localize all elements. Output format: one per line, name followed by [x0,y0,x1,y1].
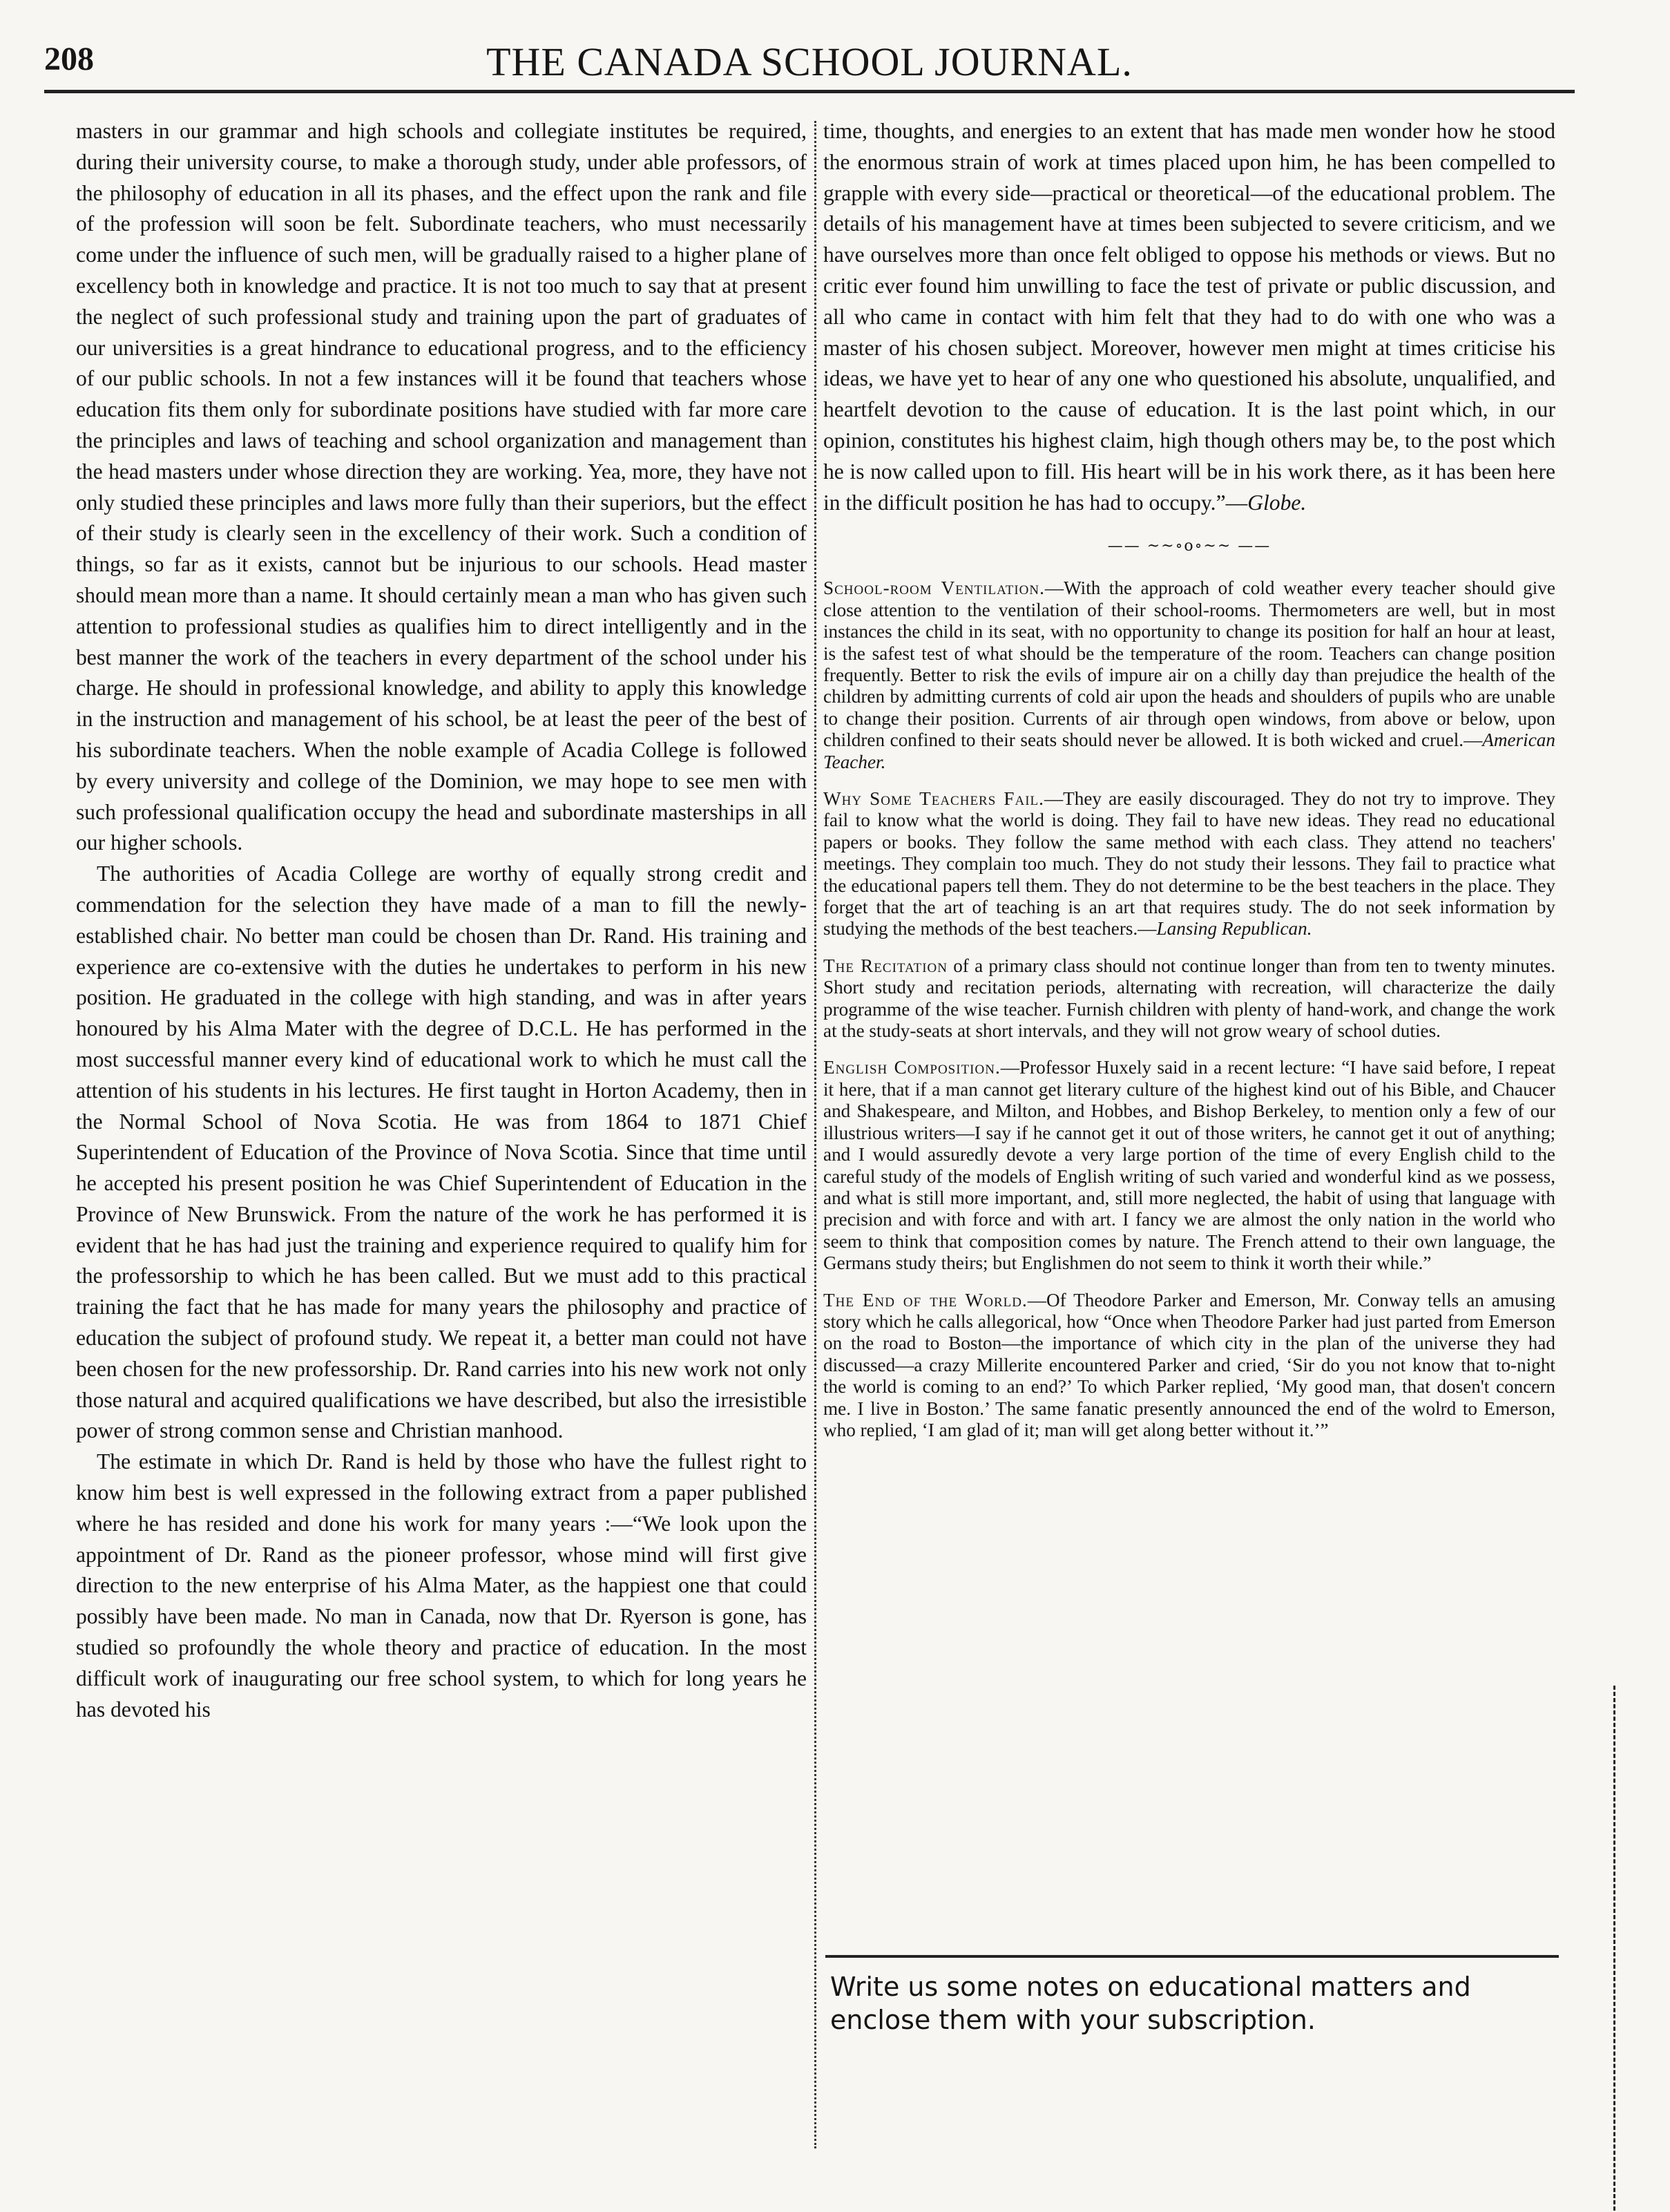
item-heading: The End of the World. [823,1289,1028,1310]
item-body: —Of Theodore Parker and Emerson, Mr. Conway tells an amusing story which he calls allegorical, how “Once when Theodore Parker had just parted from Emerson on the road to Boston—the importance of which city in the plan of the universe they had discussed—a crazy Millerite encountered Parker and cried, ‘Sir do you not know that to-night the world is coming to an end?’ To which Parker replied, ‘My good man, that dosen't concern me. I live in Boston.’ The same fanatic presently announced the end of the wolrd to Emerson, who replied, ‘I am glad of it; man will get along better without it.’” [823,1289,1555,1440]
page-number: 208 [44,41,94,77]
subscription-notice: Write us some notes on educational matters and enclose them with your subscription. [830,1972,1471,2035]
item-body: —Professor Huxely said in a recent lecture: “I have said before, I repeat it here, that if a man cannot get literary culture of the highest kind out of his Bible, and Chaucer and Shakespeare, and Milton, and Hobbes, and Bishop Berkeley, to mention only a few of our illustrious writers—I say if he cannot get it out of those writers, he cannot get it out of anything; and I would assuredly devote a very large portion of the time of every English child to the careful study of the models of English writing of such varied and wonderful kind as we possess, and what is still more important, and, still more neglected, the habit of using that language with precision and with force and with art. I fancy we are almost the only nation in the world who seem to think that composition comes by nature. The French attend to their own language, the Germans study theirs; but Englishmen do not seem to think it worth their while.” [823,1057,1555,1274]
item-heading: School-room Ventilation. [823,578,1045,599]
item-heading: The Recitation [823,955,948,976]
item-body: —They are easily discouraged. They do not try to improve. They fail to know what the world is doing. They fail to have new ideas. They read no educational papers or books. They follow the same method with each class. They attend no teachers' meetings. They complain too much. They do not study their lessons. They fail to practice what the educational papers tell them. They do not determine to be the best teachers in the place. They forget that the art of teaching is an art that requires study. The do not seek information by studying the methods of the best teachers.— [823,788,1555,940]
item-body: of a primary class should not continue longer than from ten to twenty minutes. Short study and recitation periods, alternating with recreation, will characterize the daily programme of the wise teacher. Furnish children with plenty of hand-work, and change the work at the study-seats at short intervals, and they will not grow weary of school duties. [823,955,1555,1042]
notice-divider [825,1955,1559,1958]
section-ornament: —— ~~∘o∘~~ —— [1107,537,1271,555]
item-end-of-the-world [823,1290,1555,1442]
left-paragraph-1: masters in our grammar and high schools and collegiate institutes be required, during their university course, to make a thorough study, under able professors, of the philosophy of education in all its phases, and the effect upon the rank and file of the profession will soon be felt. Subordinate teachers, who must necessarily come under the influence of such men, will be gradually raised to a higher plane of excellency both in knowledge and practice. It is not too much to say that at present the neglect of such professional study and training upon the part of graduates of our universities is a great hindrance to educational progress, and to the efficiency of our public schools. In not a few instances will it be found that teachers whose education fits them only for subordinate positions have studied with far more care the principles and laws of teaching and school organization and management than the head masters under whose direction they are working. Yea, more, they have not only studied these principles and laws more fully than their superiors, but the effect of their study is clearly seen in the excellency of their work. Such a condition of things, so far as it exists, cannot but be injurious to our schools. Head master should mean more than a name. It should certainly mean a man who has given such attention to professional studies as qualifies him to direct intelligently and in the best manner the work of the teachers in every department of the school under his charge. He should in professional knowledge, and ability to apply this knowledge in the instruction and management of his school, be at least the peer of the best of his subordinate teachers. When the noble example of Acadia College is followed by every university and college of the Dominion, we may hope to see men with such professional qualification occupy the head and subordinate masterships in all our higher schools. [76,119,807,855]
item-the-recitation [823,955,1555,1042]
continuation-paragraph [823,116,1555,518]
scan-edge-mark [1613,1686,1625,2211]
continuation-article [823,116,1555,518]
left-column [76,116,807,2119]
continuation-text: time, thoughts, and energies to an extent that has made men wonder how he stood the enormous strain of work at times placed upon him, he has been compelled to grapple with every side—practical or theoretical—of the educational problem. The details of his management have at times been subjected to severe criticism, and we have ourselves more than once felt obliged to oppose his methods or views. But no critic ever found him unwilling to face the test of private or public discussion, and all who came in contact with him felt that they had to do with one who was a master of his chosen subject. Moreover, however men might at times criticise his ideas, we have yet to hear of any one who questioned his absolute, unqualified, and heartfelt devotion to the cause of education. It is the last point which, in our opinion, constitutes his highest claim, high though others may be, to the post which he is now called upon to fill. His heart will be in his work there, as it has been here in the difficult position he has had to occupy.”— [823,119,1555,515]
column-divider [814,121,816,2148]
continuation-source: Globe. [1247,490,1307,515]
item-body: —With the approach of cold weather every teacher should give close attention to the ventilation of their school-rooms. Thermometers are well, but in most instances the child in its seat, with no opportunity to change its position for half an hour at least, is the safest test of what should be the temperature of the room. Teachers can change position frequently. Better to risk the evils of impure air on a chilly day than prejudice the health of the children by admitting currents of cold air upon the heads and shoulders of pupils who are unable to change their position. Currents of air through open windows, from above or below, upon children confined to their seats should never be allowed. It is both wicked and cruel.— [823,578,1555,751]
short-items [823,578,1555,1441]
left-paragraph-2: The authorities of Acadia College are worthy of equally strong credit and commendation for the selection they have made of a man to fill the newly-established chair. No better man could be chosen than Dr. Rand. His training and experience are co-extensive with the duties he undertakes to perform in his new position. He graduated in the college with high standing, and was in after years honoured by his Alma Mater with the degree of D.C.L. He has performed in the most successful manner every kind of educational work to which he must call the attention of his students in his lectures. He first taught in Horton Academy, then in the Normal School of Nova Scotia. He was from 1864 to 1871 Chief Superintendent of Education of the Province of Nova Scotia. Since that time until he accepted his present position he was Chief Superintendent of Education in the Province of New Brunswick. From the nature of the work he has performed it is evident that he has had just the training and experience required to qualify him for the professorship to which he has been called. But we must add to this practical training the fact that he has made for many years the philosophy and practice of education the subject of profound study. We repeat it, a better man could not have been chosen for the new professorship. Dr. Rand carries into his new work not only those natural and acquired qualifications we have described, but also the irresistible power of strong common sense and Christian manhood. [76,861,807,1443]
page-header [44,28,1575,93]
item-heading: English Composition. [823,1057,1001,1078]
item-english-composition [823,1057,1555,1274]
item-heading: Why Some Teachers Fail. [823,788,1044,810]
left-paragraph-3: The estimate in which Dr. Rand is held by those who have the fullest right to know him best is well expressed in the following extract from a paper published where he has resided and done his work for many years :—“We look upon the appointment of Dr. Rand as the pioneer professor, whose mind will first give direction to the new enterprise of his Alma Mater, as the happiest one that could possibly have been made. No man in Canada, now that Dr. Ryerson is gone, has studied so profoundly the whole theory and practice of education. In the most difficult work of inaugurating our free school system, to which for long years he has devoted his [76,1449,807,1722]
item-source: Lansing Republican. [1156,918,1312,940]
item-school-room-ventilation [823,578,1555,773]
item-source: American Teacher. [823,730,1555,772]
right-column [823,116,1555,2119]
journal-title: THE CANADA SCHOOL JOURNAL. [486,39,1133,84]
item-why-some-teachers-fail [823,788,1555,940]
